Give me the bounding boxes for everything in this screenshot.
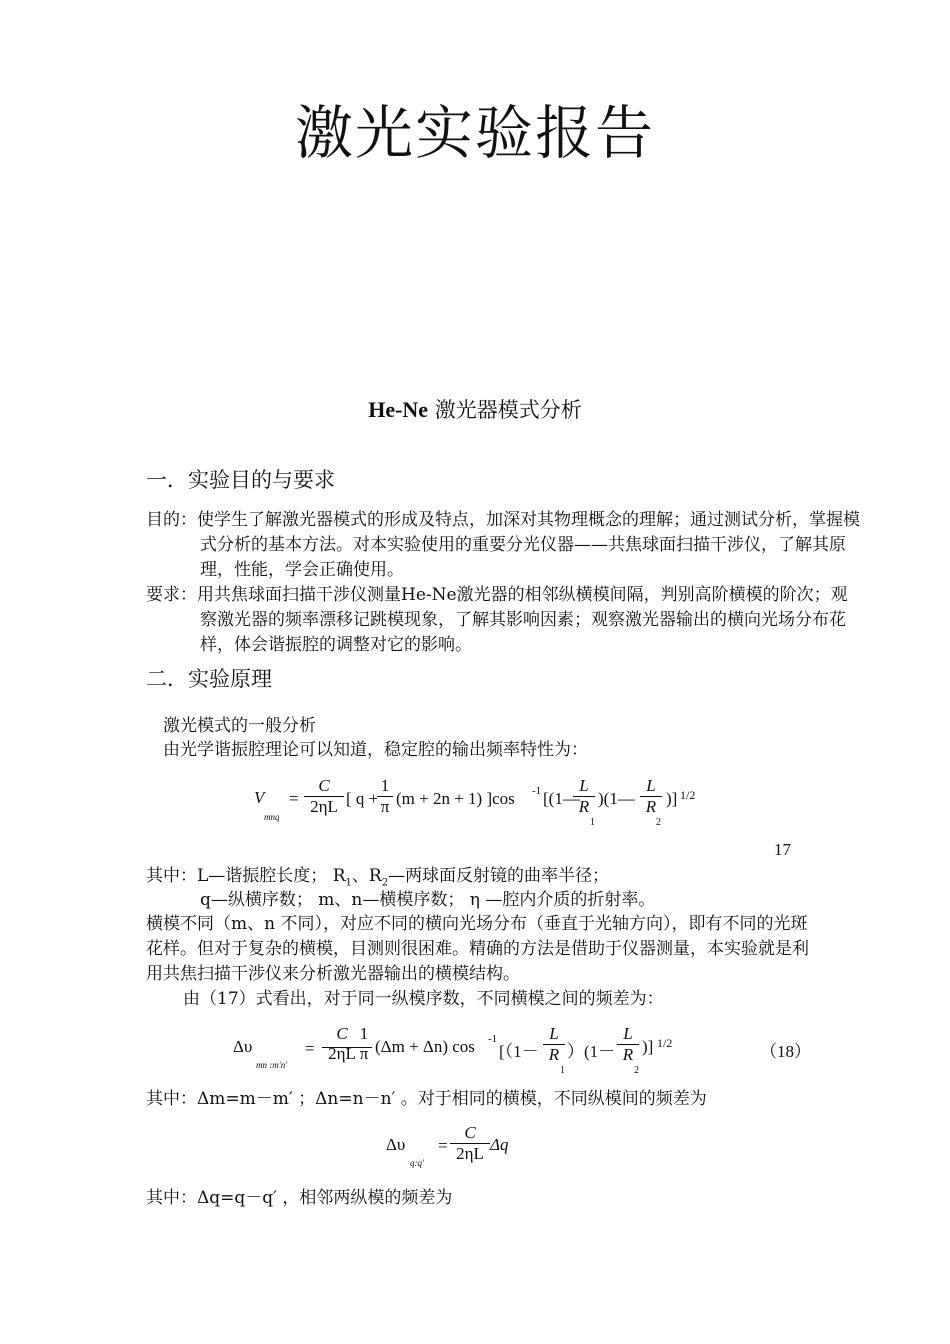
eq17-sup-inv: -1 bbox=[532, 785, 542, 797]
eq17-number: 17 bbox=[774, 840, 791, 859]
eq18-pi: π bbox=[359, 1044, 369, 1063]
eq17-lhs-sub: mnq bbox=[264, 812, 280, 822]
where1-part-a: 其中：L—谐振腔长度； R bbox=[146, 866, 346, 886]
eq18-sup-inv: -1 bbox=[488, 1033, 498, 1045]
eq18-power: 1/2 bbox=[657, 1036, 673, 1050]
eq18-fraction-pi bbox=[356, 1024, 372, 1064]
eq18-mid2: ）(1－ bbox=[567, 1042, 616, 1061]
document-title: 激光实验报告 bbox=[294, 99, 655, 167]
eq18-mid: (Δm + Δn) cos bbox=[375, 1037, 475, 1056]
eq19-rhs: Δq bbox=[490, 1135, 509, 1154]
requirements-label: 要求： bbox=[146, 585, 197, 605]
purpose-text: 使学生了解激光器模式的形成及特点，加深对其物理概念的理解；通过测试分析，掌握模式分析的基本方法。对本实验使用的重要分光仪器——共焦球面扫描干涉仪，了解其原理，性能，学会正确使用。 bbox=[197, 510, 860, 580]
eq18-r2-sub: 2 bbox=[634, 1065, 639, 1076]
eq17-tail: )] bbox=[666, 789, 678, 808]
eq18-lhs-sub: mn :m′n′ bbox=[256, 1060, 288, 1070]
experiment-subtitle bbox=[0, 394, 950, 424]
eq18-fraction-r1 bbox=[543, 1024, 565, 1065]
eq17-fraction-r2 bbox=[640, 776, 662, 817]
eq17-r1-sub: 1 bbox=[590, 817, 595, 828]
eq17-mid2: )(1— bbox=[598, 789, 635, 808]
section-heading-purpose: 一．实验目的与要求 bbox=[146, 468, 335, 492]
eq19-fraction-c bbox=[450, 1123, 490, 1164]
eq17-2etal: 2ηL bbox=[310, 797, 338, 816]
eq17-l2: L bbox=[640, 776, 662, 797]
eq17-fraction-pi bbox=[377, 776, 393, 817]
eq17-one: 1 bbox=[377, 776, 393, 797]
eq19-lhs-sub: q:q′ bbox=[410, 1158, 424, 1168]
eq18-tail: )] bbox=[642, 1037, 654, 1056]
intro-line-1: 激光模式的一般分析 bbox=[163, 716, 316, 736]
eq19-equals: = bbox=[438, 1136, 448, 1155]
where1-mid: 、R bbox=[351, 866, 382, 886]
eq18-c: C bbox=[336, 1024, 348, 1043]
eq18-number: （18） bbox=[760, 1042, 811, 1061]
eq18-2etal: 2ηL bbox=[328, 1044, 356, 1063]
eq17-mid: (m + 2n + 1) ]cos bbox=[396, 789, 515, 808]
transverse-mode-paragraph: 横模不同（m、n 不同），对应不同的横向光场分布（垂直于光轴方向），即有不同的光斑花样。但对于复杂的横模，目测则很困难。精确的方法是借助于仪器测量，本实验就是利用共焦扫描干涉仪来分析激光器输出的横模结构。 bbox=[146, 914, 809, 984]
frequency-difference-intro: 由（17）式看出，对于同一纵模序数，不同横模之间的频差为： bbox=[183, 989, 664, 1009]
eq19-2etal: 2ηL bbox=[456, 1144, 484, 1163]
where1-end: —两球面反射镜的曲率半径； bbox=[388, 866, 610, 886]
purpose-paragraph bbox=[146, 508, 864, 583]
eq18-one: 1 bbox=[359, 1024, 369, 1043]
eq17-fraction-r1 bbox=[573, 776, 595, 817]
where1-sub1: 1 bbox=[345, 877, 352, 889]
subtitle-en: He-Ne bbox=[368, 397, 429, 422]
eq18-r1-sub: 1 bbox=[560, 1065, 565, 1076]
eq17-c: C bbox=[304, 776, 344, 797]
where-line-3: 其中：Δm=m－m′ ；Δn=n－n′ 。对于相同的横模，不同纵模间的频差为 bbox=[146, 1089, 707, 1109]
eq17-r1: R bbox=[578, 797, 590, 816]
eq18-equals: = bbox=[305, 1039, 315, 1058]
eq18-lhs: Δυ bbox=[233, 1037, 253, 1056]
eq17-pi: π bbox=[380, 797, 390, 816]
where1-sub2: 2 bbox=[381, 877, 389, 889]
eq17-power: 1/2 bbox=[680, 788, 696, 802]
eq17-equals: = bbox=[289, 789, 299, 808]
subtitle-zh: 激光器模式分析 bbox=[428, 398, 582, 422]
eq17-r2: R bbox=[645, 797, 657, 816]
eq17-r2-sub: 2 bbox=[656, 817, 661, 828]
eq17-lhs: V bbox=[254, 788, 265, 807]
eq18-r1: R bbox=[548, 1045, 560, 1064]
requirements-text: 用共焦球面扫描干涉仪测量He-Ne激光器的相邻纵横模间隔，判别高阶横模的阶次；观察激光器的频率漂移记跳模现象，了解其影响因素；观察激光器输出的横向光场分布花样，体会谐振腔的调整对它的影响。 bbox=[197, 585, 848, 655]
eq18-fraction-c bbox=[322, 1024, 362, 1064]
eq18-r2: R bbox=[622, 1045, 634, 1064]
requirements-paragraph bbox=[146, 583, 864, 658]
where-line-2: q—纵横序数； m、n—横模序数； η —腔内介质的折射率。 bbox=[200, 890, 656, 910]
eq18-fraction-line bbox=[322, 1047, 372, 1048]
section-heading-principle: 二．实验原理 bbox=[146, 667, 272, 691]
eq18-bracket: [（1－ bbox=[499, 1042, 539, 1061]
eq17-bracket: [(1— bbox=[543, 789, 580, 808]
purpose-label: 目的： bbox=[146, 510, 197, 530]
eq18-l1: L bbox=[543, 1024, 565, 1045]
eq17-q-open: [ q + bbox=[346, 789, 379, 808]
eq17-l1: L bbox=[573, 776, 595, 797]
eq18-l2: L bbox=[617, 1024, 639, 1045]
eq18-fraction-r2 bbox=[617, 1024, 639, 1065]
intro-line-2: 由光学谐振腔理论可以知道，稳定腔的输出频率特性为： bbox=[163, 740, 588, 760]
eq19-lhs: Δυ bbox=[386, 1135, 406, 1154]
where-line-4: 其中：Δq=q－q′ ，相邻两纵模的频差为 bbox=[146, 1188, 453, 1208]
eq19-c: C bbox=[450, 1123, 490, 1144]
eq17-fraction-c bbox=[304, 776, 344, 817]
